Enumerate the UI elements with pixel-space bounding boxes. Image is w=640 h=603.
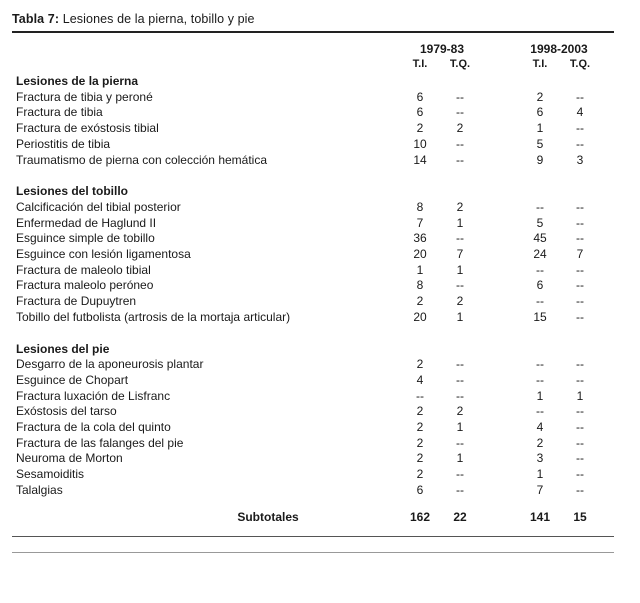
- table-row: [16, 231, 600, 247]
- value-tq-1998: --: [576, 215, 584, 230]
- value-ti-1979: 7: [416, 215, 424, 230]
- table-row: [16, 90, 600, 106]
- value-ti-1979: 2: [416, 121, 424, 136]
- value-tq-1998: --: [576, 467, 584, 482]
- row-label: Calcificación del tibial posterior: [16, 199, 181, 214]
- value-tq-1998: 4: [576, 105, 584, 120]
- empty-cell: [440, 184, 480, 200]
- value-ti-1979: 6: [416, 482, 424, 497]
- value-ti-1998: --: [536, 294, 544, 309]
- section-title: Lesiones del pie: [16, 341, 110, 356]
- col-tq-2: T.Q.: [569, 58, 591, 70]
- col-ti-2: T.I.: [532, 58, 548, 70]
- value-ti-1979: 10: [413, 136, 427, 151]
- row-label: Periostitis de tibia: [16, 136, 111, 151]
- empty-cell: [440, 342, 480, 358]
- value-ti-1998: 2: [536, 435, 544, 450]
- row-label: Fractura luxación de Lisfranc: [16, 388, 171, 403]
- gap-cell: [480, 216, 520, 232]
- value-tq-1998: --: [576, 435, 584, 450]
- table-row: [16, 357, 600, 373]
- value-tq-1979: --: [456, 278, 464, 293]
- empty-cell: [440, 74, 480, 90]
- value-tq-1998: --: [576, 372, 584, 387]
- value-tq-1979: --: [456, 357, 464, 372]
- row-label: Fractura de tibia y peroné: [16, 89, 153, 104]
- gap-cell: [480, 74, 520, 90]
- value-tq-1979: 1: [456, 451, 464, 466]
- empty-cell: [520, 342, 560, 358]
- value-ti-1998: 24: [533, 247, 547, 262]
- table-row: [16, 451, 600, 467]
- row-label: Fractura de Dupuytren: [16, 294, 137, 309]
- empty-cell: [520, 184, 560, 200]
- value-tq-1979: --: [456, 105, 464, 120]
- table-number: Tabla 7:: [12, 12, 60, 26]
- value-ti-1979: 6: [416, 89, 424, 104]
- value-tq-1998: --: [576, 404, 584, 419]
- gap-cell: [480, 357, 520, 373]
- value-tq-1979: 2: [456, 121, 464, 136]
- value-ti-1979: 1: [416, 262, 424, 277]
- value-ti-1998: 6: [536, 278, 544, 293]
- value-tq-1979: 1: [456, 262, 464, 277]
- value-tq-1998: --: [576, 136, 584, 151]
- value-tq-1998: --: [576, 357, 584, 372]
- value-tq-1979: --: [456, 435, 464, 450]
- row-label: Fractura maleolo peróneo: [16, 278, 154, 293]
- row-label: Exóstosis del tarso: [16, 404, 117, 419]
- value-ti-1998: 1: [536, 121, 544, 136]
- total-tq-1: 22: [453, 510, 467, 524]
- value-tq-1998: 1: [576, 388, 584, 403]
- value-tq-1979: --: [456, 136, 464, 151]
- table-row: [16, 420, 600, 436]
- row-label: Talalgias: [16, 482, 63, 497]
- value-tq-1998: --: [576, 121, 584, 136]
- value-ti-1998: 1: [536, 467, 544, 482]
- value-tq-1979: 7: [456, 247, 464, 262]
- value-tq-1998: --: [576, 294, 584, 309]
- value-tq-1998: --: [576, 278, 584, 293]
- gap-cell: [480, 105, 520, 121]
- gap-cell: [480, 247, 520, 263]
- value-ti-1979: 14: [413, 152, 427, 167]
- table-row: [16, 389, 600, 405]
- gap-cell: [480, 231, 520, 247]
- empty-cell: [560, 342, 600, 358]
- totals-label: Subtotales: [237, 510, 299, 524]
- value-ti-1998: 5: [536, 215, 544, 230]
- table-row: [16, 278, 600, 294]
- value-ti-1998: 5: [536, 136, 544, 151]
- table-row: [16, 121, 600, 137]
- empty-cell: [400, 342, 440, 358]
- gap-cell: [480, 420, 520, 436]
- table-row: [16, 216, 600, 232]
- table-row: [16, 137, 600, 153]
- value-ti-1998: 6: [536, 105, 544, 120]
- value-ti-1979: 8: [416, 278, 424, 293]
- table-title: [12, 12, 255, 26]
- value-ti-1979: 2: [416, 467, 424, 482]
- table-row: [16, 105, 600, 121]
- row-label: Desgarro de la aponeurosis plantar: [16, 357, 204, 372]
- gap-cell: [480, 436, 520, 452]
- value-ti-1998: 45: [533, 231, 547, 246]
- empty-cell: [560, 184, 600, 200]
- period1-header: 1979-83: [419, 42, 465, 56]
- value-tq-1998: --: [576, 231, 584, 246]
- top-rule: [12, 31, 614, 33]
- value-tq-1998: --: [576, 89, 584, 104]
- row-label: Fractura de exóstosis tibial: [16, 121, 159, 136]
- row-label: Enfermedad de Haglund II: [16, 215, 157, 230]
- value-ti-1998: --: [536, 357, 544, 372]
- value-ti-1998: 15: [533, 309, 547, 324]
- spacer-cell: [16, 168, 600, 184]
- value-tq-1998: 3: [576, 152, 584, 167]
- gap-cell: [480, 404, 520, 420]
- value-tq-1998: --: [576, 451, 584, 466]
- gap-cell: [480, 310, 520, 326]
- row-label: Esguince con lesión ligamentosa: [16, 247, 191, 262]
- gap-cell: [480, 137, 520, 153]
- value-ti-1979: 2: [416, 435, 424, 450]
- injuries-table: [16, 74, 600, 499]
- gap-cell: [480, 278, 520, 294]
- section-header-row: [16, 74, 600, 90]
- value-ti-1979: 6: [416, 105, 424, 120]
- row-label: Fractura de la cola del quinto: [16, 420, 171, 435]
- table-row: [16, 200, 600, 216]
- section-title: Lesiones del tobillo: [16, 184, 129, 199]
- value-tq-1979: 2: [456, 404, 464, 419]
- section-title: Lesiones de la pierna: [16, 74, 139, 88]
- value-ti-1998: --: [536, 372, 544, 387]
- gap-cell: [480, 153, 520, 169]
- value-ti-1979: 8: [416, 199, 424, 214]
- value-tq-1979: --: [456, 89, 464, 104]
- empty-cell: [400, 74, 440, 90]
- gap-cell: [480, 389, 520, 405]
- gap-cell: [480, 263, 520, 279]
- spacer-cell: [16, 326, 600, 342]
- section-header-row: [16, 184, 600, 200]
- value-tq-1979: 2: [456, 294, 464, 309]
- row-label: Sesamoiditis: [16, 467, 85, 482]
- gap-cell: [480, 373, 520, 389]
- value-ti-1998: 7: [536, 482, 544, 497]
- table-row: [16, 263, 600, 279]
- table-row: [16, 247, 600, 263]
- col-ti-1: T.I.: [412, 58, 428, 70]
- gap-cell: [480, 342, 520, 358]
- value-ti-1998: 3: [536, 451, 544, 466]
- row-label: Esguince simple de tobillo: [16, 231, 155, 246]
- value-ti-1998: 9: [536, 152, 544, 167]
- value-ti-1979: 36: [413, 231, 427, 246]
- value-ti-1998: --: [536, 404, 544, 419]
- value-ti-1979: 20: [413, 309, 427, 324]
- value-tq-1998: --: [576, 309, 584, 324]
- value-ti-1979: 4: [416, 372, 424, 387]
- value-ti-1979: 2: [416, 420, 424, 435]
- total-ti-1: 162: [409, 510, 431, 524]
- row-label: Fractura de tibia: [16, 105, 103, 120]
- gap-cell: [480, 294, 520, 310]
- value-tq-1979: 2: [456, 199, 464, 214]
- value-ti-1979: 2: [416, 404, 424, 419]
- row-label: Esguince de Chopart: [16, 372, 129, 387]
- table-row: [16, 436, 600, 452]
- value-tq-1998: --: [576, 199, 584, 214]
- row-label: Neuroma de Morton: [16, 451, 123, 466]
- value-tq-1998: --: [576, 420, 584, 435]
- table-row: [16, 373, 600, 389]
- totals-rule: [12, 536, 614, 537]
- value-tq-1979: --: [456, 152, 464, 167]
- value-tq-1979: --: [456, 388, 464, 403]
- value-tq-1979: 1: [456, 420, 464, 435]
- value-ti-1979: 2: [416, 294, 424, 309]
- section-spacer: [16, 326, 600, 342]
- value-tq-1998: --: [576, 262, 584, 277]
- table-caption: Lesiones de la pierna, tobillo y pie: [62, 12, 255, 26]
- table-body: [16, 74, 600, 499]
- empty-cell: [400, 184, 440, 200]
- col-tq-1: T.Q.: [449, 58, 471, 70]
- value-ti-1979: --: [416, 388, 424, 403]
- gap-cell: [480, 200, 520, 216]
- value-tq-1979: 1: [456, 309, 464, 324]
- value-ti-1979: 2: [416, 451, 424, 466]
- table-row: [16, 483, 600, 499]
- gap-cell: [480, 90, 520, 106]
- value-ti-1998: --: [536, 199, 544, 214]
- row-label: Tobillo del futbolista (artrosis de la mortaja articular): [16, 309, 291, 324]
- bottom-rule: [12, 552, 614, 553]
- value-tq-1979: 1: [456, 215, 464, 230]
- section-spacer: [16, 168, 600, 184]
- gap-cell: [480, 467, 520, 483]
- gap-cell: [480, 483, 520, 499]
- row-label: Fractura de maleolo tibial: [16, 262, 151, 277]
- value-ti-1998: 1: [536, 388, 544, 403]
- row-label: Traumatismo de pierna con colección hemática: [16, 152, 268, 167]
- table-row: [16, 310, 600, 326]
- row-label: Fractura de las falanges del pie: [16, 435, 184, 450]
- value-ti-1979: 2: [416, 357, 424, 372]
- value-ti-1998: --: [536, 262, 544, 277]
- value-tq-1979: --: [456, 482, 464, 497]
- table-row: [16, 294, 600, 310]
- value-ti-1998: 4: [536, 420, 544, 435]
- total-tq-2: 15: [573, 510, 587, 524]
- value-tq-1979: --: [456, 467, 464, 482]
- gap-cell: [480, 184, 520, 200]
- total-ti-2: 141: [529, 510, 551, 524]
- gap-cell: [480, 121, 520, 137]
- gap-cell: [480, 451, 520, 467]
- value-tq-1998: 7: [576, 247, 584, 262]
- value-ti-1979: 20: [413, 247, 427, 262]
- table-row: [16, 153, 600, 169]
- period2-header: 1998-2003: [530, 42, 588, 56]
- table-row: [16, 467, 600, 483]
- empty-cell: [560, 74, 600, 90]
- section-header-row: [16, 342, 600, 358]
- empty-cell: [520, 74, 560, 90]
- value-tq-1979: --: [456, 231, 464, 246]
- value-tq-1979: --: [456, 372, 464, 387]
- value-ti-1998: 2: [536, 89, 544, 104]
- value-tq-1998: --: [576, 482, 584, 497]
- table-row: [16, 404, 600, 420]
